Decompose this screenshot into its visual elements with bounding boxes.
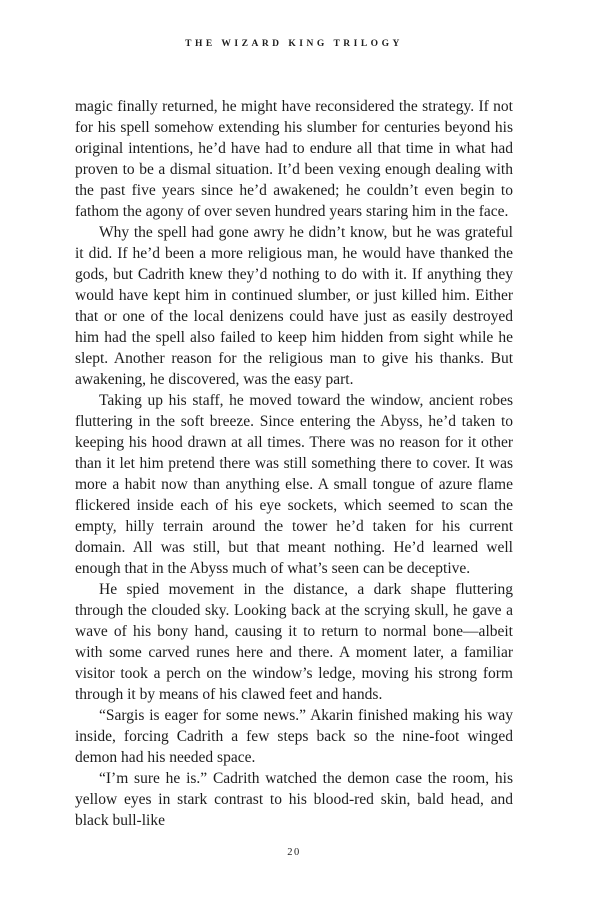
page-number: 20 xyxy=(287,847,301,858)
paragraph-continuation: magic finally returned, he might have reconsidered the strategy. If not for his spell somehow extending his slumber for centuries beyond his original intentions, he’d have had to endure all that time in what had proven to be a dismal situation. It’d been vexing enough dealing with the past five years since he’d awakened; he couldn’t even begin to fathom the agony of over seven hundred years staring him in the face. xyxy=(75,98,513,220)
paragraph: He spied movement in the distance, a dark shape fluttering through the clouded sky. Looking back at the scrying skull, he gave a wave of his bony hand, causing it to return to normal bone—albeit with some carved runes here and there. A moment later, a familiar visitor took a perch on the window’s ledge, moving his strong form through it by means of his clawed feet and hands. xyxy=(75,581,513,703)
page-body xyxy=(75,96,513,831)
paragraph-dialogue: “Sargis is eager for some news.” Akarin finished making his way inside, forcing Cadrith a few steps back so the nine-foot winged demon had his needed space. xyxy=(75,707,513,766)
paragraph-dialogue: “I’m sure he is.” Cadrith watched the demon case the room, his yellow eyes in stark contrast to his blood-red skin, bald head, and black bull-like xyxy=(75,770,513,829)
paragraph: Why the spell had gone awry he didn’t know, but he was grateful it did. If he’d been a more religious man, he would have thanked the gods, but Cadrith knew they’d nothing to do with it. If anything they would have kept him in continued slumber, or just killed him. Either that or one of the local denizens could have just as easily destroyed him had the spell also failed to keep him hidden from sight while he slept. Another reason for the religious man to give his thanks. But awakening, he discovered, was the easy part. xyxy=(75,224,513,388)
running-head: THE WIZARD KING TRILOGY xyxy=(185,39,403,49)
paragraph: Taking up his staff, he moved toward the window, ancient robes fluttering in the soft breeze. Since entering the Abyss, he’d taken to keeping his hood drawn at all times. There was no reason for it other than it let him pretend there was still something there to cover. It was more a habit now than anything else. A small tongue of azure flame flickered inside each of his eye sockets, which seemed to scan the empty, hilly terrain around the tower he’d taken for his current domain. All was still, but that meant nothing. He’d learned well enough that in the Abyss much of what’s seen can be deceptive. xyxy=(75,392,513,577)
